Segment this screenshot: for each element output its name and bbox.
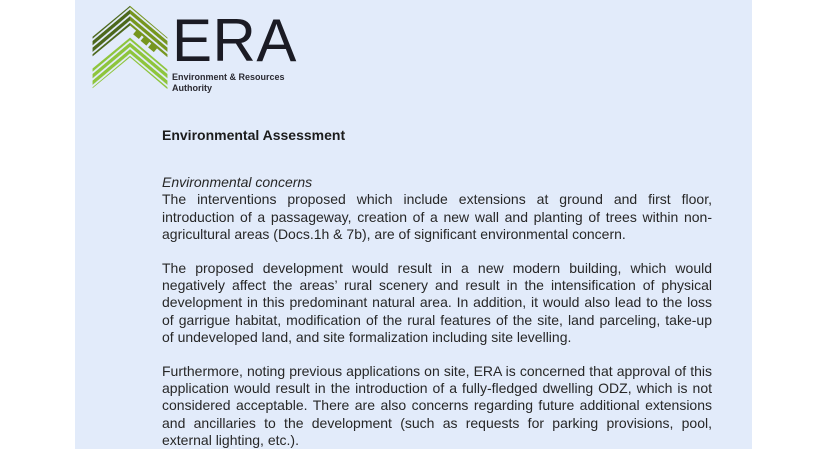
paragraph-environmental-concerns-2: The proposed development would result in a new modern building, which would negatively affect the areas’ rural scenery and result in the intensification of physical development in this predominant natural area. In addition, it would also lead to the loss of garrigue habitat, modification of the rural features of the site, land parceling, take-up of undeveloped land, and site formalization including site levelling.	[162, 260, 712, 345]
paragraph-environmental-concerns-1: The interventions proposed which include extensions at ground and first floor, introduction of a passageway, creation of a new wall and planting of trees within non-agricultural areas (Docs.1h & 7b), are of significant environmental concern.	[162, 191, 712, 242]
era-logo-text	[172, 7, 297, 93]
paragraph-environmental-concerns-3: Furthermore, noting previous applications on site, ERA is concerned that approval of this application would result in the introduction of a fully-fledged dwelling ODZ, which is not considered acceptable. There are also concerns regarding future additional extensions and ancillaries to the development (such as requests for parking provisions, pool, external lighting, etc.).	[162, 363, 712, 448]
subsection-heading: Environmental concerns	[162, 174, 313, 191]
era-logo-icon	[90, 3, 170, 91]
section-heading: Environmental Assessment	[162, 127, 346, 143]
era-org-name	[172, 72, 297, 93]
era-org-name-line1: Environment & Resources	[172, 72, 285, 82]
document-content	[162, 127, 712, 449]
era-org-name-line2: Authority	[172, 82, 212, 93]
era-logo	[90, 3, 297, 93]
document-page	[75, 0, 752, 449]
era-wordmark: ERA	[172, 7, 297, 74]
